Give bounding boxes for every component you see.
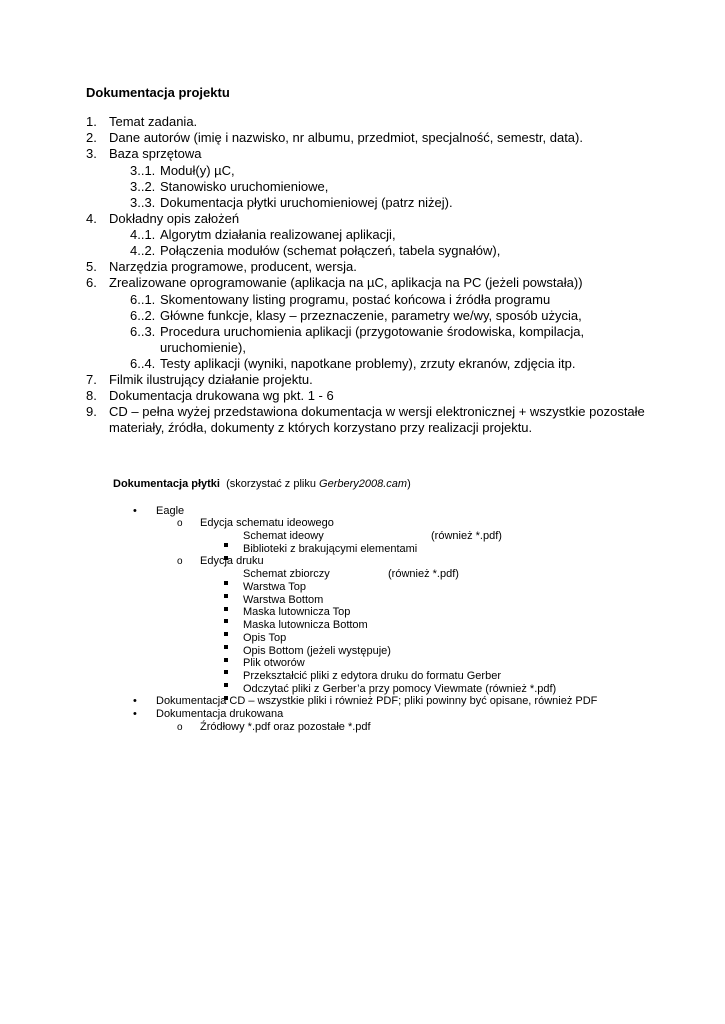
leaf-item: Warstwa Bottom: [243, 594, 324, 606]
leaf-item: Opis Bottom (jeżeli występuje): [243, 645, 391, 657]
leaf-item: Biblioteki z brakującymi elementami: [243, 543, 418, 555]
list-item: Zrealizowane oprogramowanie (aplikacja na µC, aplikacja na PC (jeżeli powstała)): [109, 275, 583, 290]
sub-item: Główne funkcje, klasy – przeznaczenie, parametry we/wy, sposób użycia,: [160, 308, 582, 323]
sub-number: 3..1.: [130, 163, 156, 178]
list-item: Narzędzia programowe, producent, wersja.: [109, 259, 357, 274]
bullet-icon: •: [133, 505, 137, 517]
sub-bullet-item: Edycja schematu ideowego: [200, 517, 334, 529]
section-note-file: Gerbery2008.cam: [319, 478, 408, 490]
bullet-item: Eagle: [156, 505, 185, 517]
sub-item: Algorytm działania realizowanej aplikacji,: [160, 227, 396, 242]
sub-number: 6..3.: [130, 324, 156, 339]
section-note: (skorzystać z pliku: [226, 478, 320, 490]
leaf-item: Przekształcić pliki z edytora druku do formatu Gerber: [243, 670, 501, 682]
leaf-item: Odczytać pliki z Gerber’a przy pomocy Viewmate (również *.pdf): [243, 683, 557, 695]
leaf-item-note: (również *.pdf): [388, 568, 459, 580]
sub-item: Procedura uruchomienia aplikacji (przygotowanie środowiska, kompilacja,: [160, 324, 585, 339]
list-item-continuation: materiały, źródła, dokumenty z których korzystano przy realizacji projektu.: [109, 420, 533, 435]
bullet-icon: •: [133, 695, 137, 707]
section-heading: [113, 478, 411, 490]
bullet-icon: •: [133, 708, 137, 720]
sub-item: Dokumentacja płytki uruchomieniowej (patrz niżej).: [160, 195, 453, 210]
bullet-item: Dokumentacja drukowana: [156, 708, 284, 720]
list-item: Dokładny opis założeń: [109, 211, 240, 226]
sub-item: Testy aplikacji (wyniki, napotkane problemy), zrzuty ekranów, zdjęcia itp.: [160, 356, 576, 371]
sub-bullet-item: Edycja druku: [200, 555, 264, 567]
bullet-item: Dokumentacja CD – wszystkie pliki i również PDF; pliki powinny być opisane, również PDF: [156, 695, 598, 707]
sub-bullet-item: Źródłowy *.pdf oraz pozostałe *.pdf: [200, 721, 371, 733]
leaf-item: Schemat zbiorczy: [243, 568, 330, 580]
leaf-item: Opis Top: [243, 632, 287, 644]
sub-number: 4..1.: [130, 227, 156, 242]
sub-number: 6..4.: [130, 356, 156, 371]
leaf-item-note: (również *.pdf): [431, 530, 502, 542]
section-note-end: ): [407, 478, 411, 490]
circle-bullet-icon: o: [177, 518, 183, 529]
leaf-item: Maska lutownicza Bottom: [243, 619, 368, 631]
sub-item: Skomentowany listing programu, postać końcowa i źródła programu: [160, 292, 551, 307]
list-number: 7.: [86, 372, 97, 387]
list-item: Filmik ilustrujący działanie projektu.: [109, 372, 313, 387]
sub-number: 6..1.: [130, 292, 156, 307]
list-item: Baza sprzętowa: [109, 146, 202, 161]
list-number: 3.: [86, 146, 97, 161]
list-item: Dokumentacja drukowana wg pkt. 1 - 6: [109, 388, 334, 403]
sub-number: 3..2.: [130, 179, 156, 194]
list-number: 9.: [86, 404, 97, 419]
sub-number: 4..2.: [130, 243, 156, 258]
sub-item: Moduł(y) µC,: [160, 163, 235, 178]
leaf-item: Schemat ideowy: [243, 530, 324, 542]
sub-item: Stanowisko uruchomieniowe,: [160, 179, 329, 194]
list-item: CD – pełna wyżej przedstawiona dokumentacja w wersji elektronicznej + wszystkie pozostałe: [109, 404, 645, 419]
list-item: Temat zadania.: [109, 114, 198, 129]
section-title: Dokumentacja płytki: [113, 478, 220, 490]
list-number: 2.: [86, 130, 97, 145]
list-number: 4.: [86, 211, 97, 226]
leaf-item: Warstwa Top: [243, 581, 306, 593]
list-number: 5.: [86, 259, 97, 274]
list-item: Dane autorów (imię i nazwisko, nr albumu, przedmiot, specjalność, semestr, data).: [109, 130, 583, 145]
list-number: 6.: [86, 275, 97, 290]
leaf-item: Plik otworów: [243, 657, 305, 669]
sub-item: Połączenia modułów (schemat połączeń, tabela sygnałów),: [160, 243, 501, 258]
page-title: Dokumentacja projektu: [86, 85, 230, 100]
circle-bullet-icon: o: [177, 722, 183, 733]
circle-bullet-icon: o: [177, 556, 183, 567]
list-number: 1.: [86, 114, 97, 129]
sub-number: 6..2.: [130, 308, 156, 323]
sub-number: 3..3.: [130, 195, 156, 210]
sub-item-continuation: uruchomienie),: [160, 340, 246, 355]
leaf-item: Maska lutownicza Top: [243, 606, 351, 618]
list-number: 8.: [86, 388, 97, 403]
